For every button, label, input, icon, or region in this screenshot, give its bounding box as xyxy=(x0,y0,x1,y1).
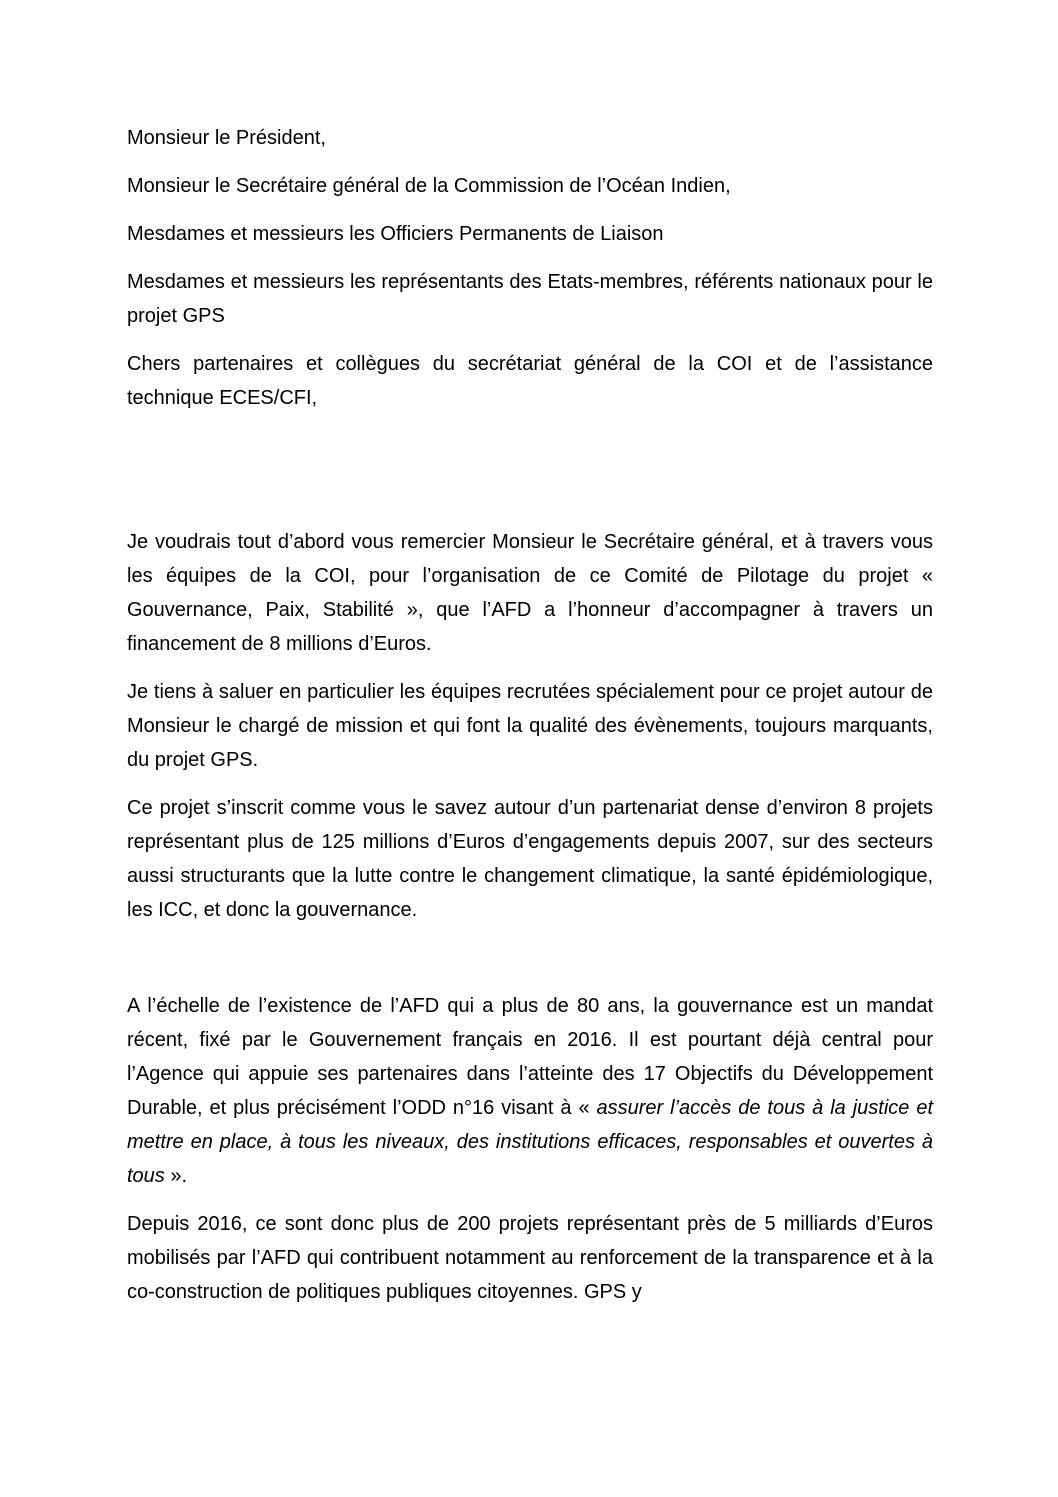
body-paragraph: Je voudrais tout d’abord vous remercier Monsieur le Secrétaire général, et à travers vous les équipes de la COI, pour l’organisation de ce Comité de Pilotage du projet « Gouvernance, Paix, Stabilité », que l’AFD a l’honneur d’accompagner à travers un financement de 8 millions d’Euros. xyxy=(127,531,933,655)
greeting-line: Monsieur le Président, xyxy=(127,127,326,149)
document-text-block xyxy=(127,121,933,1323)
body-paragraph-odd16 xyxy=(127,989,933,1193)
body-paragraph: Depuis 2016, ce sont donc plus de 200 projets représentant près de 5 milliards d’Euros mobilisés par l’AFD qui contribuent notamment au renforcement de la transparence et à la co-construction de politiques publiques citoyennes. GPS y xyxy=(127,1213,933,1303)
greeting-line: Mesdames et messieurs les représentants des Etats-membres, référents nationaux pour le projet GPS xyxy=(127,271,933,327)
blank-line xyxy=(127,941,933,989)
body-paragraph: Je tiens à saluer en particulier les équipes recrutées spécialement pour ce projet autour de Monsieur le chargé de mission et qui font la qualité des évènements, toujours marquants, du projet GPS. xyxy=(127,681,933,771)
odd16-quote-italic: assurer l’accès de tous à la justice et mettre en place, à tous les niveaux, des institutions efficaces, responsables et ouvertes à tous xyxy=(127,1097,933,1187)
blank-lines xyxy=(127,429,933,525)
greeting-line: Mesdames et messieurs les Officiers Permanents de Liaison xyxy=(127,223,664,245)
greeting-line: Monsieur le Secrétaire général de la Commission de l’Océan Indien, xyxy=(127,175,731,197)
odd16-text-after: ». xyxy=(164,1165,188,1187)
body-paragraph: Ce projet s’inscrit comme vous le savez autour d’un partenariat dense d’environ 8 projets représentant plus de 125 millions d’Euros d’engagements depuis 2007, sur des secteurs aussi structurants que la lutte contre le changement climatique, la santé épidémiologique, les ICC, et donc la gouvernance. xyxy=(127,797,933,921)
odd16-text-before: A l’échelle de l’existence de l’AFD qui a plus de 80 ans, la gouvernance est un mandat récent, fixé par le Gouvernement français en 2016. Il est pourtant déjà central pour l’Agence qui appuie ses partenaires dans l’atteinte des 17 Objectifs du Développement Durable, et plus précisément l’ODD n°16 visant à « xyxy=(127,995,933,1119)
greeting-line: Chers partenaires et collègues du secrétariat général de la COI et de l’assistance technique ECES/CFI, xyxy=(127,353,933,409)
